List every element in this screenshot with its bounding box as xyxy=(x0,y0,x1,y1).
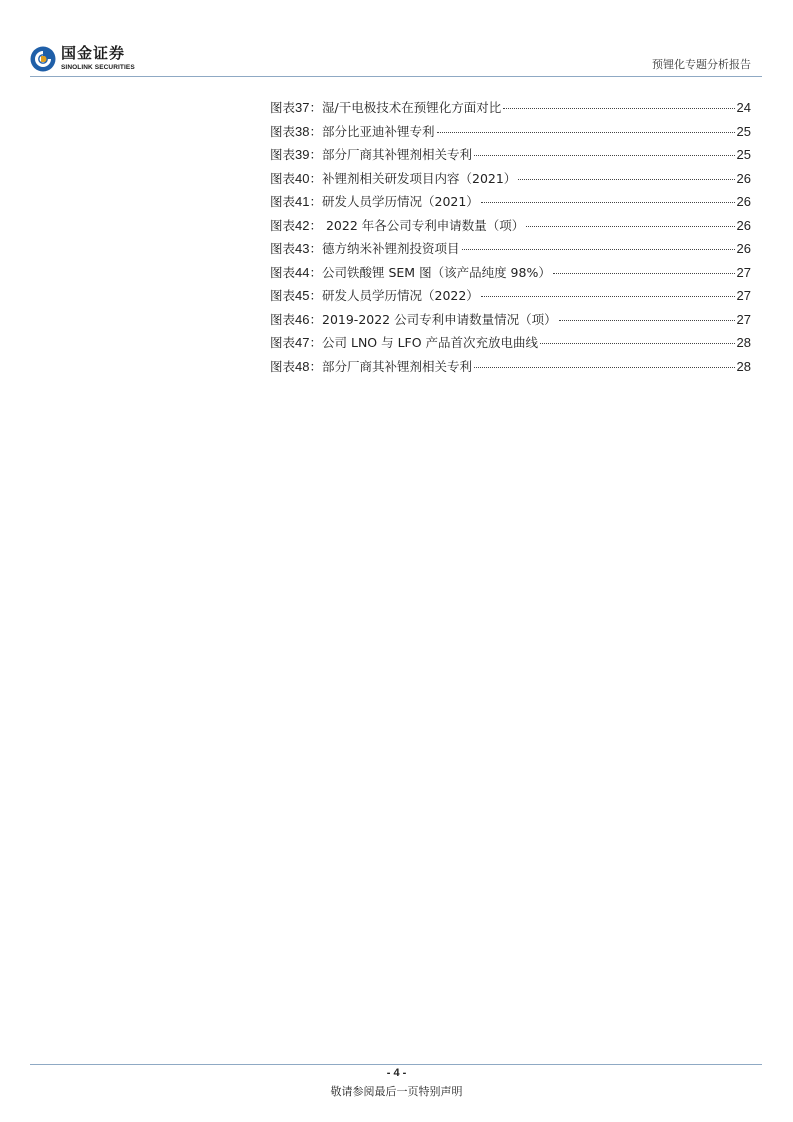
company-logo xyxy=(30,45,160,75)
toc-entry-prefix: 图表 xyxy=(270,288,296,303)
toc-entry-label xyxy=(270,355,472,379)
toc-entry-number: 37 xyxy=(295,100,310,115)
toc-entry-separator: ： xyxy=(309,147,322,162)
toc-entry-separator: ： xyxy=(309,335,322,350)
toc-entry-separator: ： xyxy=(309,288,322,303)
toc-entry[interactable] xyxy=(270,190,751,214)
toc-entry-page: 27 xyxy=(736,311,751,327)
toc-entry-page: 26 xyxy=(736,217,751,233)
toc-entry-page: 25 xyxy=(736,123,751,139)
toc-entry-prefix: 图表 xyxy=(270,311,296,327)
header-divider xyxy=(30,76,762,77)
toc-dot-leader xyxy=(481,296,735,297)
toc-entry-label xyxy=(270,143,472,167)
toc-entry-number: 42 xyxy=(295,217,310,233)
toc-entry-label xyxy=(270,284,479,308)
toc-dot-leader xyxy=(437,132,735,133)
toc-entry[interactable] xyxy=(270,96,751,120)
toc-entry-separator: ： xyxy=(309,123,322,139)
toc-entry-title: 公司铁酸锂 SEM 图（该产品纯度 98%） xyxy=(322,264,551,280)
toc-entry-label xyxy=(270,120,435,144)
toc-entry-title: 公司 LNO 与 LFO 产品首次充放电曲线 xyxy=(322,335,539,350)
toc-dot-leader xyxy=(553,273,735,274)
toc-entry-prefix: 图表 xyxy=(270,335,296,350)
toc-entry-title: 德方纳米补锂剂投资项目 xyxy=(322,241,460,256)
toc-entry-page: 26 xyxy=(736,170,751,186)
toc-dot-leader xyxy=(474,367,735,368)
toc-entry-number: 41 xyxy=(295,194,310,209)
toc-entry[interactable] xyxy=(270,237,751,261)
toc-dot-leader xyxy=(503,108,734,109)
toc-entry-page: 26 xyxy=(736,241,751,256)
toc-entry-prefix: 图表 xyxy=(270,123,296,139)
toc-entry[interactable] xyxy=(270,331,751,355)
toc-entry-page: 27 xyxy=(736,288,751,303)
toc-entry-prefix: 图表 xyxy=(270,217,296,233)
toc-entry-prefix: 图表 xyxy=(270,100,296,115)
toc-entry-separator: ： xyxy=(309,311,322,327)
toc-entry-page: 26 xyxy=(736,194,751,209)
toc-entry[interactable] xyxy=(270,167,751,191)
toc-entry-number: 45 xyxy=(295,288,310,303)
toc-dot-leader xyxy=(462,249,735,250)
page-header xyxy=(0,0,793,80)
toc-entry-page: 25 xyxy=(736,147,751,162)
toc-dot-leader xyxy=(474,155,735,156)
toc-entry-label xyxy=(270,190,479,214)
toc-dot-leader xyxy=(559,320,735,321)
logo-english-name: SINOLINK SECURITIES xyxy=(61,64,135,71)
toc-entry-title: 湿/干电极技术在预锂化方面对比 xyxy=(322,100,502,115)
toc-entry-number: 46 xyxy=(295,311,310,327)
toc-entry-page: 24 xyxy=(736,100,751,115)
toc-entry-separator: ： xyxy=(309,264,322,280)
toc-entry[interactable] xyxy=(270,355,751,379)
toc-entry-title: 补锂剂相关研发项目内容（2021） xyxy=(322,170,517,186)
toc-entry-number: 38 xyxy=(295,123,310,139)
toc-entry-prefix: 图表 xyxy=(270,147,296,162)
toc-entry[interactable] xyxy=(270,261,751,285)
report-type-title: 预锂化专题分析报告 xyxy=(652,58,751,71)
toc-entry-separator: ： xyxy=(309,170,322,186)
toc-entry-label xyxy=(270,331,538,355)
toc-entry[interactable] xyxy=(270,308,751,332)
toc-entry-title: 部分比亚迪补锂专利 xyxy=(322,123,435,139)
toc-entry-number: 47 xyxy=(295,335,310,350)
logo-chinese-name: 国金证券 xyxy=(61,44,126,62)
toc-entry-label xyxy=(270,167,516,191)
figure-list xyxy=(270,96,751,378)
toc-entry[interactable] xyxy=(270,120,751,144)
toc-entry-separator: ： xyxy=(309,358,322,374)
toc-entry-title: 研发人员学历情况（2021） xyxy=(322,194,479,209)
toc-entry-separator: ： xyxy=(309,100,322,115)
toc-entry[interactable] xyxy=(270,214,751,238)
toc-entry-title: 部分厂商其补锂剂相关专利 xyxy=(322,358,473,374)
toc-entry-prefix: 图表 xyxy=(270,358,296,374)
toc-dot-leader xyxy=(518,179,734,180)
toc-entry[interactable] xyxy=(270,143,751,167)
toc-entry-number: 48 xyxy=(295,358,310,374)
toc-entry-label xyxy=(270,96,501,120)
toc-entry-title: 研发人员学历情况（2022） xyxy=(322,288,479,303)
toc-entry-title: 部分厂商其补锂剂相关专利 xyxy=(322,147,473,162)
toc-entry-prefix: 图表 xyxy=(270,241,296,256)
toc-entry-prefix: 图表 xyxy=(270,170,296,186)
toc-dot-leader xyxy=(481,202,735,203)
toc-entry-prefix: 图表 xyxy=(270,194,296,209)
toc-entry-number: 40 xyxy=(295,170,310,186)
toc-dot-leader xyxy=(540,343,734,344)
footer-divider xyxy=(30,1064,762,1065)
toc-entry-number: 43 xyxy=(295,241,310,256)
toc-dot-leader xyxy=(526,226,734,227)
toc-entry-number: 44 xyxy=(295,264,310,280)
sinolink-logo-icon xyxy=(30,46,56,72)
toc-entry[interactable] xyxy=(270,284,751,308)
toc-entry-page: 28 xyxy=(736,335,751,350)
page-number: - 4 - xyxy=(386,1067,407,1079)
toc-entry-page: 28 xyxy=(736,358,751,374)
toc-entry-page: 27 xyxy=(736,264,751,280)
toc-entry-separator: ： xyxy=(309,217,322,233)
toc-entry-label xyxy=(270,237,460,261)
toc-entry-separator: ： xyxy=(309,194,322,209)
toc-entry-number: 39 xyxy=(295,147,310,162)
toc-entry-separator: ： xyxy=(309,241,322,256)
toc-entry-prefix: 图表 xyxy=(270,264,296,280)
toc-entry-label xyxy=(270,261,551,285)
disclaimer-note: 敬请参阅最后一页特别声明 xyxy=(330,1085,463,1098)
toc-entry-title: 2022 年各公司专利申请数量（项） xyxy=(322,217,525,233)
toc-entry-label xyxy=(270,308,557,332)
toc-entry-label xyxy=(270,214,524,238)
toc-entry-title: 2019-2022 公司专利申请数量情况（项） xyxy=(322,311,557,327)
